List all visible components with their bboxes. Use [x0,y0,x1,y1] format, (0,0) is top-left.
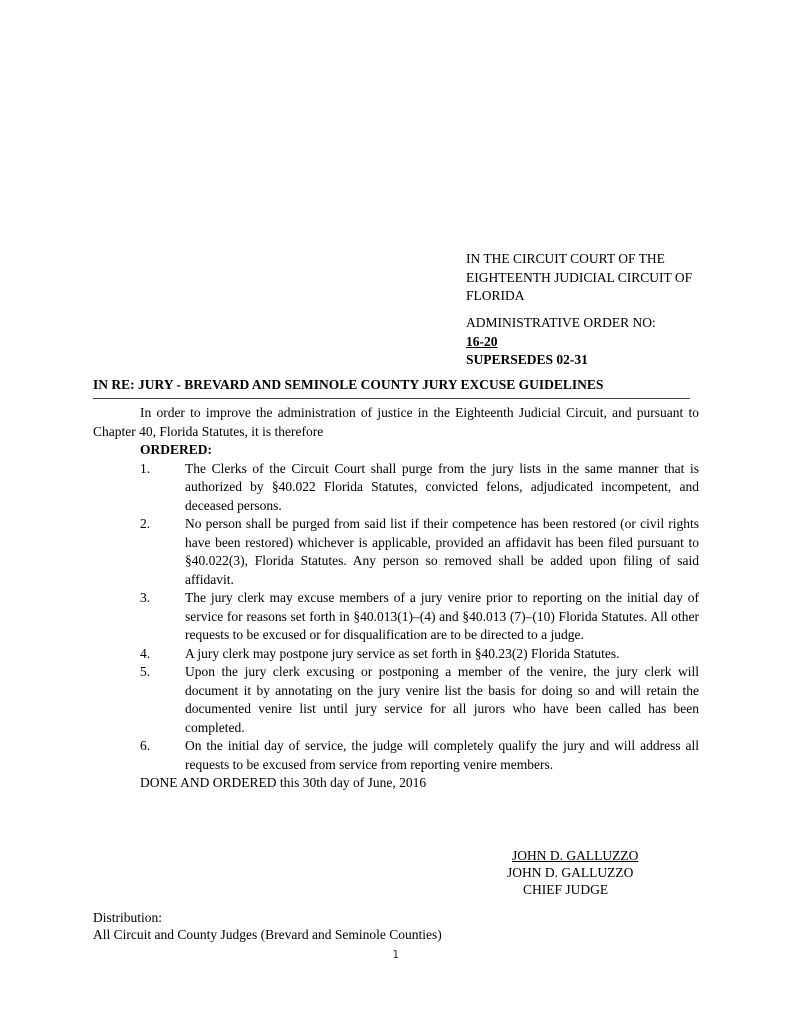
item-number: 2. [140,516,151,531]
list-item [93,515,699,589]
item-number: 6. [140,738,151,753]
court-line-1: IN THE CIRCUIT COURT OF THE [466,251,665,266]
distribution-text: All Circuit and County Judges (Brevard and Seminole Counties) [93,927,442,942]
signature-name: JOHN D. GALLUZZO [507,865,634,880]
list-item [93,663,699,737]
signature-title: CHIEF JUDGE [523,882,609,897]
item-text: The jury clerk may excuse members of a jury venire prior to reporting on the initial day of service for reasons set forth in §40.013(1)–(4) and §40.013 (7)–(10) Florida Statutes. All other requests to be excused or for disqualification are to be directed to a judge. [185,590,699,642]
title-divider [93,398,690,399]
supersedes-line: SUPERSEDES 02-31 [466,352,588,367]
intro-paragraph: In order to improve the administration of justice in the Eighteenth Judicial Circuit, and pursuant to Chapter 40, Florida Statutes, it is therefore [93,405,699,439]
list-item [93,645,699,664]
done-and-ordered-line: DONE AND ORDERED this 30th day of June, 2016 [140,775,427,790]
list-item [93,460,699,516]
item-text: Upon the jury clerk excusing or postponing a member of the venire, the jury clerk will document it by annotating on the jury venire list the basis for doing so and will retain the documented venire list until jury service for all jurors who have been called has been completed. [185,664,699,735]
order-caption [466,314,699,370]
order-body [93,404,699,793]
item-text: No person shall be purged from said list if their competence has been restored (or civil rights have been restored) whichever is applicable, provided an affidavit has been filed pursuant to §40.022(3), Florida Statutes. Any person so removed shall be added upon filing of said affidavit. [185,516,699,587]
court-caption [466,250,699,306]
list-item [93,589,699,645]
ordered-label: ORDERED: [140,442,213,457]
item-number: 4. [140,645,151,661]
signature-name-underlined: JOHN D. GALLUZZO [512,848,639,863]
item-text: A jury clerk may postpone jury service as set forth in §40.23(2) Florida Statutes. [185,645,620,661]
ordered-items [93,460,699,775]
list-item [93,737,699,774]
distribution-label: Distribution: [93,910,163,925]
item-number: 5. [140,664,151,679]
court-line-2: EIGHTEENTH JUDICIAL CIRCUIT OF [466,269,693,285]
order-label: ADMINISTRATIVE ORDER NO: [466,315,656,330]
item-text: On the initial day of service, the judge will completely qualify the jury and will address all requests to be excused from service from reporting venire members. [185,738,699,772]
order-number: 16-20 [466,333,498,349]
court-line-3: FLORIDA [466,288,525,303]
item-number: 3. [140,590,151,605]
order-title: IN RE: JURY - BREVARD AND SEMINOLE COUNTY JURY EXCUSE GUIDELINES [93,377,604,392]
item-number: 1. [140,460,151,476]
page-number: 1 [392,948,399,961]
item-text: The Clerks of the Circuit Court shall purge from the jury lists in the same manner that is authorized by §40.022 Florida Statutes, convicted felons, adjudicated incompetent, and deceased persons. [185,460,699,513]
